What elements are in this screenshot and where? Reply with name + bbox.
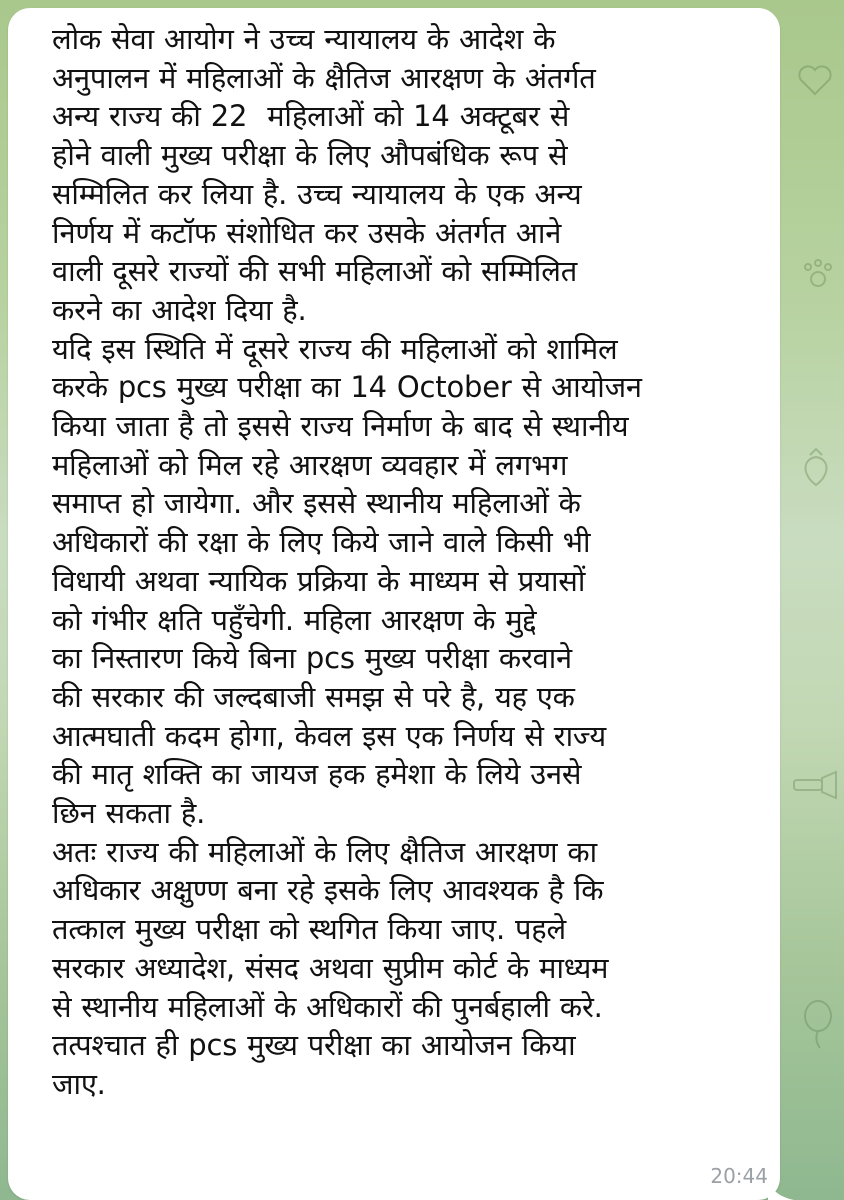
message-text: लोक सेवा आयोग ने उच्च न्यायालय के आदेश के अनुपालन में महिलाओं के क्षैतिज आरक्षण के अंतर्गत अन्य राज्य की 22 महिलाओं को 14 अक्टूबर से होने वाली मुख्य परीक्षा के लिए औपबंधिक रूप से सम्मिलित कर लिया है. उच्च न्यायालय के एक अन्य निर्णय में कटॉफ संशोधित कर उसके अंतर्गत आने वाली दूसरे राज्यों की सभी महिलाओं को सम्मिलित करने का आदेश दिया है. यदि इस स्थिति में दूसरे राज्य की महिलाओं को शामिल करके pcs मुख्य परीक्षा का 14 October से आयोजन किया जाता है तो इससे राज्य निर्माण के बाद से स्थानीय महिलाओं को मिल रहे आरक्षण व्यवहार में लगभग समाप्त हो जायेगा. और इससे स्थानीय महिलाओं के अधिकारों की रक्षा के लिए किये जाने वाले किसी भी विधायी अथवा न्यायिक प्रक्रिया के माध्यम से प्रयासों को गंभीर क्षति पहुँचेगी. महिला आरक्षण के मुद्दे का निस्तारण किये बिना pcs मुख्य परीक्षा करवाने की सरकार की जल्दबाजी समझ से परे है, यह एक आत्मघाती कदम होगा, केवल इस एक निर्णय से राज्य की मातृ शक्ति का जायज हक हमेशा के लिये उनसे छिन सकता है. अतः राज्य की महिलाओं के लिए क्षैतिज आरक्षण का अधिकार अक्षुण्ण बना रहे इसके लिए आवश्यक है कि तत्काल मुख्य परीक्षा को स्थगित किया जाए. पहले सरकार अध्यादेश, संसद अथवा सुप्रीम कोर्ट के माध्यम से स्थानीय महिलाओं के अधिकारों की पुनर्बहाली करे. तत्पश्चात ही pcs मुख्य परीक्षा का आयोजन किया जाए. [52,22,642,1101]
strawberry-doodle-icon [796,445,836,489]
message-timestamp: 20:44 [710,1164,768,1188]
flashlight-doodle-icon [792,770,840,800]
balloon-doodle-icon [800,1000,836,1050]
paw-doodle-icon [800,255,836,291]
heart-doodle-icon [795,60,835,100]
bubble-tail [768,1176,798,1200]
